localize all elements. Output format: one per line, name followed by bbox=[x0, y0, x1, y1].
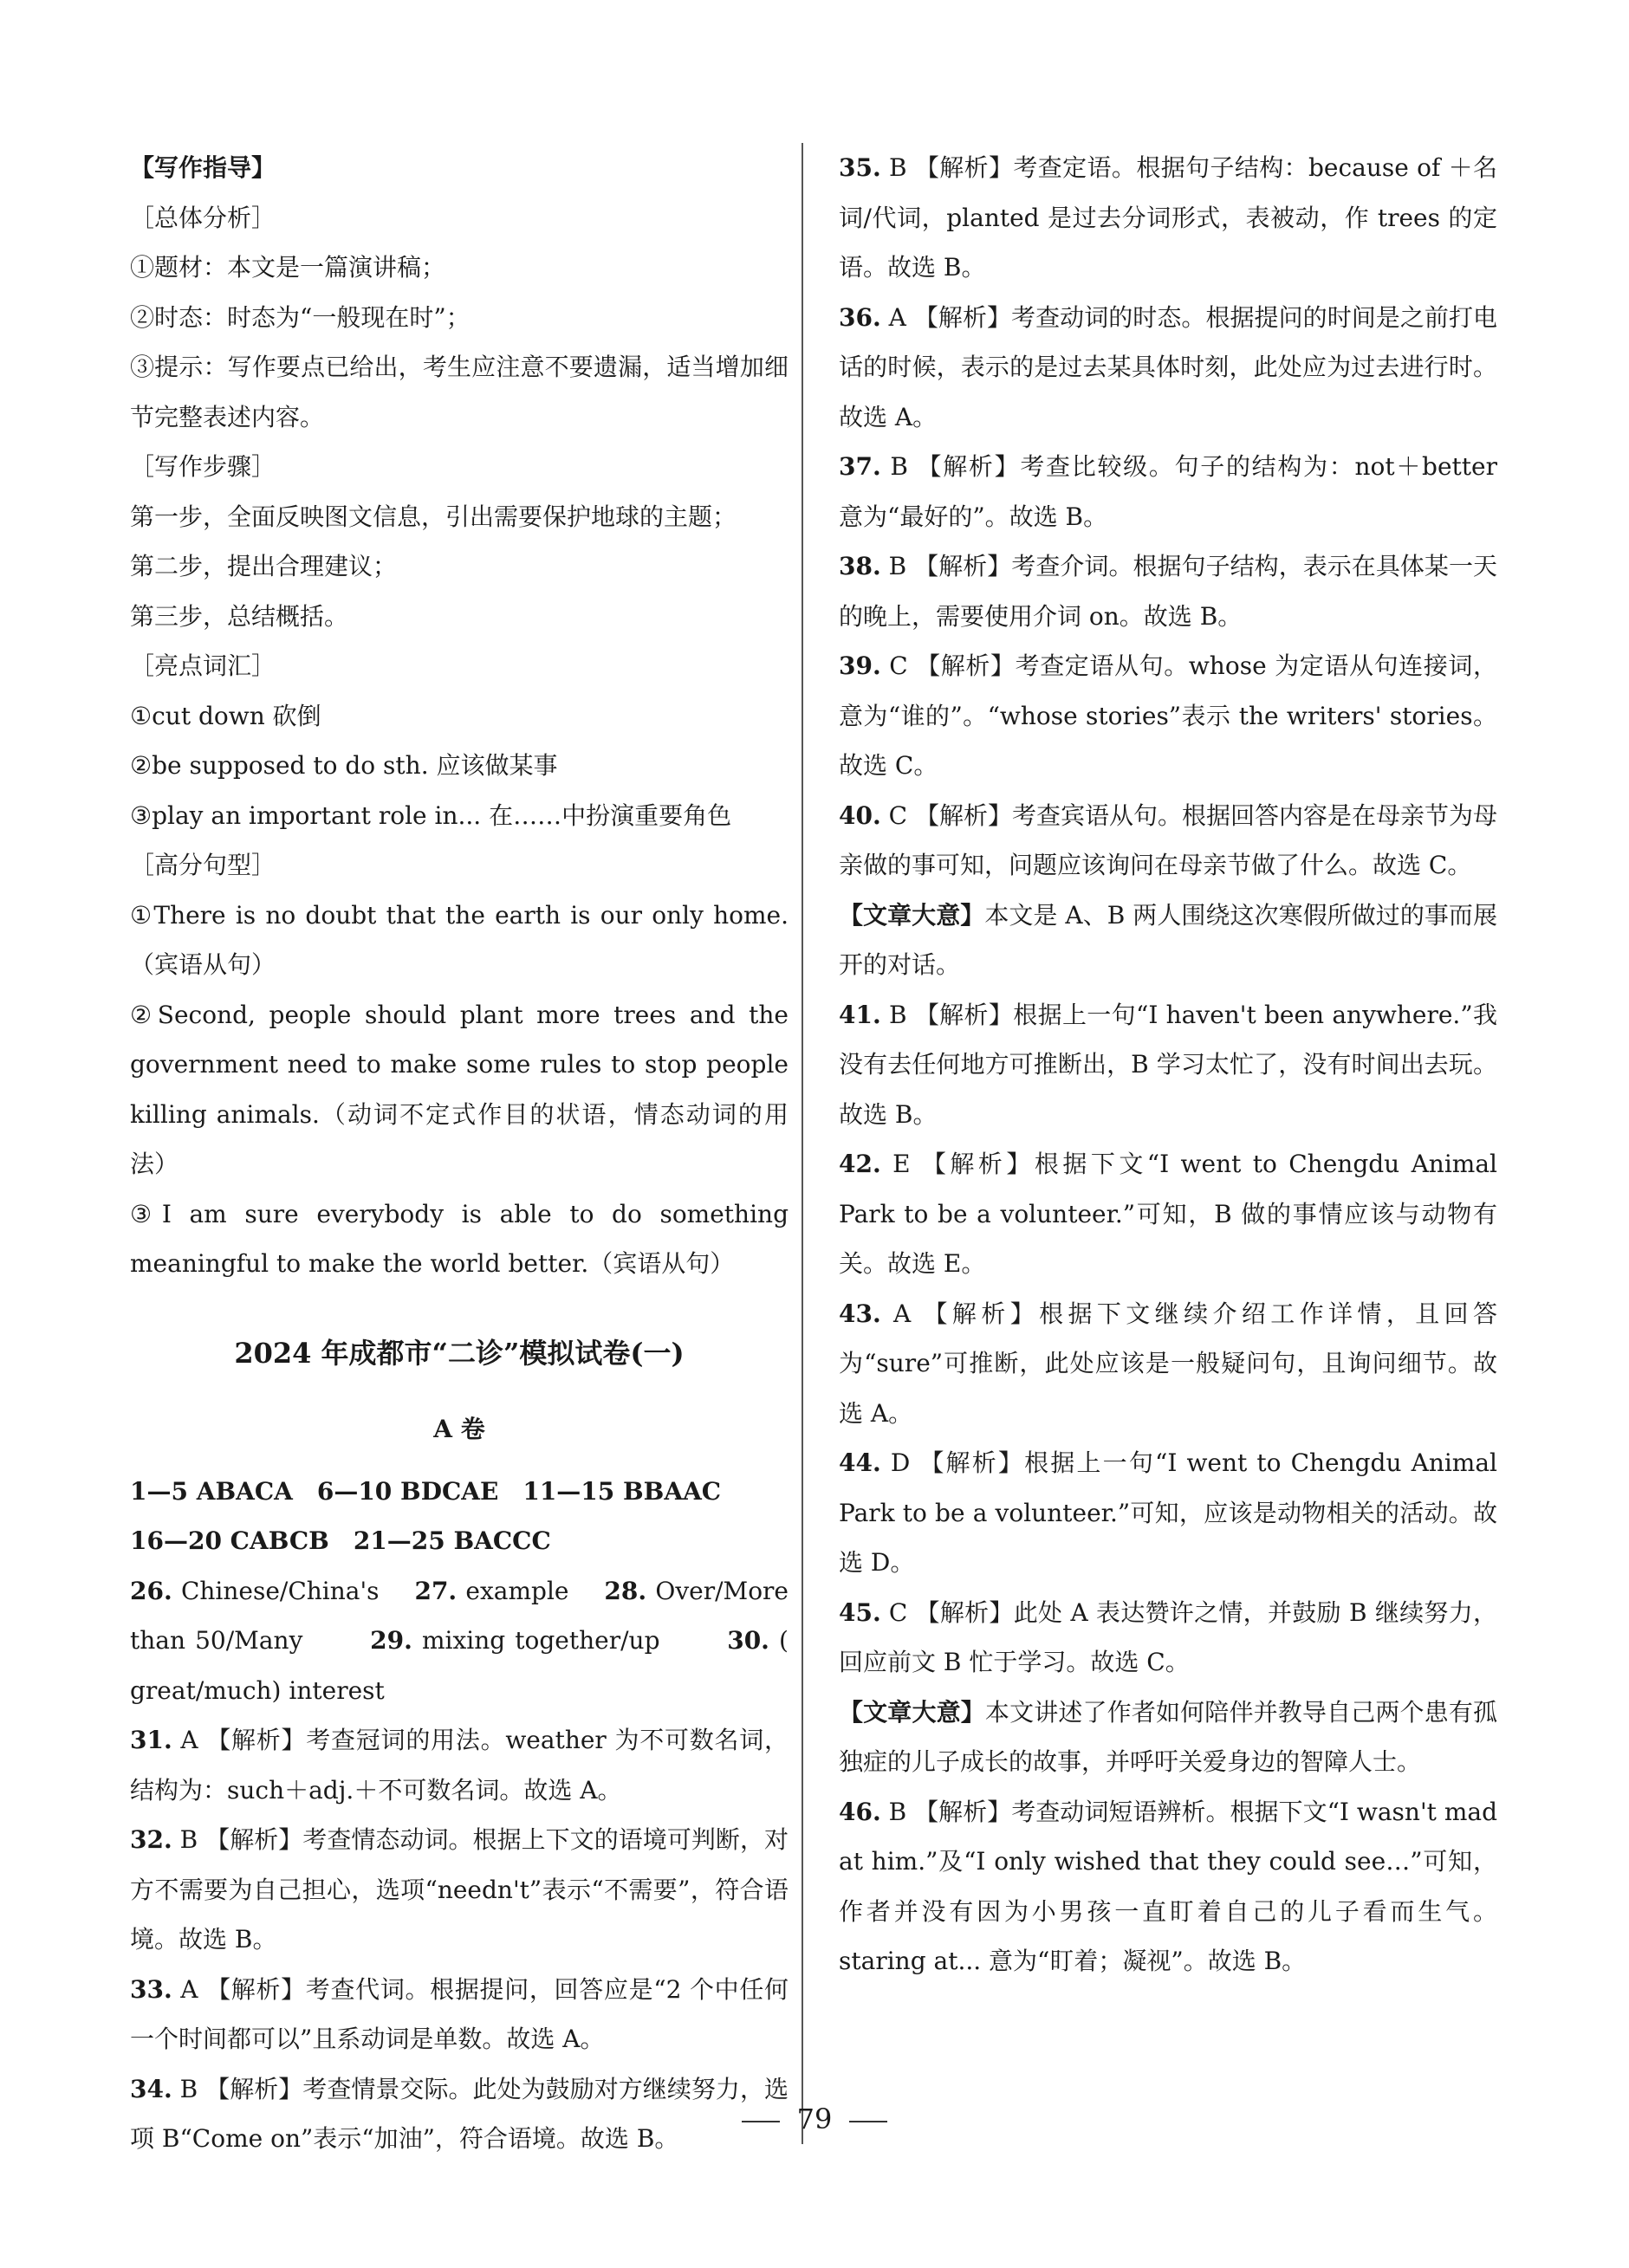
answer-text: Over/More than 50/Many bbox=[130, 1576, 789, 1655]
analysis-item: ③提示：写作要点已给出，考生应注意不要遗漏，适当增加细节完整表述内容。 bbox=[130, 353, 789, 431]
analysis-item: ①题材：本文是一篇演讲稿； bbox=[130, 253, 446, 282]
answer-explanation: A 【解析】根据下文继续介绍工作详情，且回答为“sure”可推断，此处应该是一般疑问句，且询问细节。故选 A。 bbox=[839, 1299, 1497, 1428]
steps-label: ［写作步骤］ bbox=[130, 452, 276, 481]
answer-item bbox=[839, 293, 1497, 443]
step-item: 第二步，提出合理建议； bbox=[130, 552, 398, 580]
sentence-item: ②Second, people should plant more trees and the government need to make some rules to stop people killing animals.（动词不定式作目的状语，情态动词的用法） bbox=[130, 1000, 789, 1178]
vocab-label: ［亮点词汇］ bbox=[130, 651, 276, 680]
answer-explanation: B 【解析】考查介词。根据句子结构，表示在具体某一天的晚上，需要使用介词 on。故选 B。 bbox=[839, 552, 1497, 631]
question-number: 40. bbox=[839, 800, 881, 830]
article-summary bbox=[839, 1688, 1497, 1787]
answer-explanation: B 【解析】考查定语。根据句子结构：because of ＋名词/代词，planted 是过去分词形式，表被动，作 trees 的定语。故选 B。 bbox=[839, 153, 1498, 282]
answer-explanation: B 【解析】考查情景交际。此处为鼓励对方继续努力，选项 B“Come on”表示“加油”，符合语境。故选 B。 bbox=[130, 2074, 789, 2153]
summary-label: 【文章大意】 bbox=[839, 1697, 985, 1727]
article-summary bbox=[839, 891, 1497, 990]
answer-text: Chinese/China's bbox=[180, 1576, 380, 1605]
fill-blank-answers bbox=[130, 1566, 789, 1716]
answer-item bbox=[839, 641, 1497, 791]
answer-explanation: B 【解析】考查比较级。句子的结构为：not＋better 意为“最好的”。故选 B。 bbox=[839, 452, 1497, 531]
analysis-item: ②时态：时态为“一般现在时”； bbox=[130, 302, 471, 332]
answer-item bbox=[839, 1289, 1497, 1439]
answer-explanation: C 【解析】此处 A 表达赞许之情，并鼓励 B 继续努力，回应前文 B 忙于学习。故选 C。 bbox=[839, 1597, 1497, 1676]
question-number: 36. bbox=[839, 302, 881, 332]
answer-item bbox=[839, 1787, 1497, 1986]
question-number: 35. bbox=[839, 153, 881, 182]
summary-text: 本文讲述了作者如何陪伴并教导自己两个患有孤独症的儿子成长的故事，并呼吁关爱身边的智障人士。 bbox=[839, 1697, 1497, 1776]
writing-guide-heading: 【写作指导】 bbox=[130, 153, 276, 182]
answer-item bbox=[839, 541, 1497, 641]
vocab-item: ③play an important role in... 在……中扮演重要角色 bbox=[130, 800, 732, 830]
answer-key-line: 1—5 ABACA 6—10 BDCAE 11—15 BBAAC bbox=[130, 1476, 722, 1506]
answer-text: example bbox=[465, 1576, 569, 1605]
vocab-item: ①cut down 砍倒 bbox=[130, 701, 321, 730]
answer-item bbox=[839, 791, 1497, 891]
footer-dash-left bbox=[742, 2121, 780, 2122]
answer-item bbox=[839, 990, 1497, 1140]
sentence-label: ［高分句型］ bbox=[130, 851, 276, 879]
summary-label: 【文章大意】 bbox=[839, 900, 985, 930]
summary-text: 本文是 A、B 两人围绕这次寒假所做过的事而展开的对话。 bbox=[839, 900, 1497, 979]
answer-item bbox=[839, 1139, 1497, 1289]
question-number: 43. bbox=[839, 1299, 881, 1328]
question-number: 39. bbox=[839, 651, 881, 680]
footer-dash-right bbox=[849, 2121, 887, 2122]
answer-explanation: C 【解析】考查定语从句。whose 为定语从句连接词，意为“谁的”。“whose stories”表示 the writers' stories。故选 C。 bbox=[839, 651, 1497, 780]
question-number: 41. bbox=[839, 1000, 881, 1029]
answer-explanation: A 【解析】考查动词的时态。根据提问的时间是之前打电话的时候，表示的是过去某具体时刻，此处应为过去进行时。故选 A。 bbox=[839, 302, 1497, 431]
analysis-label: ［总体分析］ bbox=[130, 203, 276, 232]
answer-explanation: B 【解析】考查动词短语辨析。根据下文“I wasn't mad at him.”及“I only wished that they could see…”可知，作者并没有因为小男孩一直盯着自己的儿子看而生气。staring at... 意为“盯着；凝视”。故选 B。 bbox=[839, 1797, 1497, 1975]
question-number: 29. bbox=[370, 1626, 412, 1655]
left-column bbox=[130, 143, 789, 2164]
question-number: 32. bbox=[130, 1825, 172, 1854]
question-number: 42. bbox=[839, 1150, 881, 1178]
page-number: 79 bbox=[796, 2103, 833, 2135]
question-number: 28. bbox=[604, 1576, 647, 1605]
answer-item bbox=[839, 442, 1497, 541]
exam-title: 2024 年成都市“二诊”模拟试卷(一) bbox=[234, 1336, 685, 1370]
answer-item bbox=[839, 1588, 1497, 1688]
section-a-heading: A 卷 bbox=[433, 1415, 485, 1443]
answer-item bbox=[130, 1965, 789, 2064]
answer-text: mixing together/up bbox=[421, 1626, 660, 1655]
page-footer bbox=[0, 2095, 1629, 2145]
question-number: 44. bbox=[839, 1448, 881, 1477]
question-number: 31. bbox=[130, 1726, 172, 1754]
answer-item bbox=[839, 1438, 1497, 1588]
vocab-item: ②be supposed to do sth. 应该做某事 bbox=[130, 751, 558, 780]
question-number: 27. bbox=[414, 1576, 458, 1605]
answer-explanation: B 【解析】根据上一句“I haven't been anywhere.”我没有去任何地方可推断出，B 学习太忙了，没有时间出去玩。故选 B。 bbox=[839, 1000, 1497, 1129]
question-number: 37. bbox=[839, 452, 881, 481]
question-number: 46. bbox=[839, 1797, 881, 1826]
question-number: 34. bbox=[130, 2074, 172, 2103]
question-number: 30. bbox=[727, 1626, 769, 1655]
question-number: 33. bbox=[130, 1974, 172, 2004]
column-divider bbox=[802, 143, 803, 2144]
answer-explanation: D 【解析】根据上一句“I went to Chengdu Animal Park to be a volunteer.”可知，应该是动物相关的活动。故选 D。 bbox=[839, 1448, 1498, 1577]
question-number: 26. bbox=[130, 1576, 172, 1605]
question-number: 38. bbox=[839, 552, 881, 580]
answer-explanation: A 【解析】考查代词。根据提问，回答应是“2 个中任何一个时间都可以”且系动词是单数。故选 A。 bbox=[130, 1974, 789, 2053]
answer-explanation: B 【解析】考查情态动词。根据上下文的语境可判断，对方不需要为自己担心，选项“needn't”表示“不需要”，符合语境。故选 B。 bbox=[130, 1825, 789, 1954]
step-item: 第一步，全面反映图文信息，引出需要保护地球的主题； bbox=[130, 502, 737, 531]
answer-explanation: A 【解析】考查冠词的用法。weather 为不可数名词，结构为：such＋adj.＋不可数名词。故选 A。 bbox=[130, 1726, 789, 1805]
answer-item bbox=[130, 1715, 789, 1815]
answer-explanation: E 【解析】根据下文“I went to Chengdu Animal Park to be a volunteer.”可知，B 做的事情应该与动物有关。故选 E。 bbox=[839, 1150, 1497, 1278]
answer-text: ( great/much) interest bbox=[130, 1626, 789, 1705]
answer-item bbox=[839, 143, 1497, 293]
answer-item bbox=[130, 1815, 789, 1965]
answer-explanation: C 【解析】考查宾语从句。根据回答内容是在母亲节为母亲做的事可知，问题应该询问在母亲节做了什么。故选 C。 bbox=[839, 800, 1497, 879]
sentence-item: ③I am sure everybody is able to do something meaningful to make the world better.（宾语从句） bbox=[130, 1199, 789, 1278]
step-item: 第三步，总结概括。 bbox=[130, 601, 349, 631]
sentence-item: ①There is no doubt that the earth is our only home.（宾语从句） bbox=[130, 900, 789, 979]
answer-key-line: 16—20 CABCB 21—25 BACCC bbox=[130, 1526, 551, 1555]
right-column bbox=[839, 143, 1497, 1986]
question-number: 45. bbox=[839, 1597, 881, 1627]
